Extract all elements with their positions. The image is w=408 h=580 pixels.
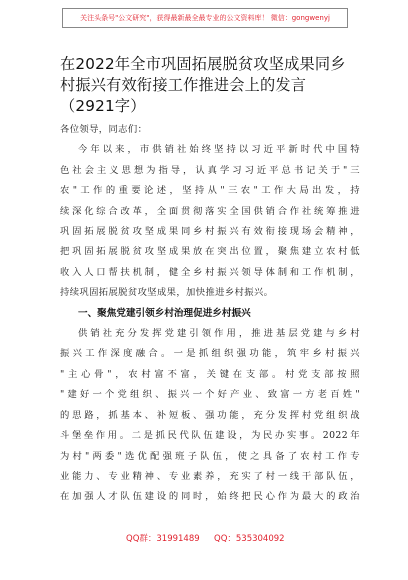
- text-line: 持续巩固拓展脱贫攻坚成果，加快推进乡村振兴。: [60, 287, 274, 299]
- document-body: [60, 120, 360, 508]
- text-line: 在加强人才队伍建设的同时，始终把民心作为最大的政治: [60, 491, 360, 503]
- text-line: "主心骨"，农村富不富，关键在支部。村党支部按照: [60, 368, 360, 380]
- text-line: 巩固拓展脱贫攻坚成果同乡村振兴有效衔接现场会精神，: [60, 226, 360, 238]
- text-line: 今年以来，市供销社始终坚持以习近平新时代中国特: [78, 144, 360, 156]
- text-line: 斗堡垒作用。二是抓民代队伍建设，为民办实事。2022年: [60, 430, 360, 442]
- document-title: [60, 54, 360, 117]
- text-line: 续深化综合改革，全面贯彻落实全国供销合作社统筹推进: [60, 205, 360, 217]
- text-line: 把巩固拓展脱贫攻坚成果放在突出位置，聚焦建立农村低: [60, 246, 360, 258]
- text-line: 的思路，抓基本、补短板、强功能，充分发挥村党组织战: [60, 409, 360, 421]
- text-line: 供销社充分发挥党建引领作用，推进基层党建与乡村: [78, 328, 360, 340]
- text-line: "建好一个党组织、振兴一个好产业、致富一方老百姓": [60, 389, 360, 401]
- qq-number: QQ：535304092: [214, 534, 285, 544]
- text-line: 农"工作的重要论述，坚持从"三农"工作大局出发，持: [60, 185, 360, 197]
- text-line: 色社会主义思想为指导，认真学习习近平总书记关于"三: [60, 164, 360, 176]
- title-line: 村振兴有效衔接工作推进会上的发言: [60, 76, 307, 94]
- paragraph-2: [60, 324, 360, 508]
- greeting: 各位领导，同志们：: [60, 124, 148, 135]
- text-line: 为村"两委"选优配强班子队伍，使之具备了农村工作专: [60, 450, 360, 462]
- section-heading: 一、聚焦党建引领乡村治理促进乡村振兴: [78, 307, 251, 319]
- text-line: 振兴工作深度融合。一是抓组织强功能，筑牢乡村振兴: [60, 348, 360, 360]
- header-banner: 关注头条号"公文研究"，获得最新最全最专业的公文资料库！ 微信：gongwenyj: [62, 8, 348, 28]
- text-line: 业能力、专业精神、专业素养，充实了村一线干部队伍，: [60, 470, 360, 482]
- text-line: 收入人口帮扶机制，健全乡村振兴领导体制和工作机制，: [60, 266, 360, 278]
- footer-contact: [0, 532, 408, 546]
- title-line: 在2022年全市巩固拓展脱贫攻坚成果同乡: [60, 55, 346, 73]
- qq-group-number: QQ群：31991489: [126, 534, 200, 544]
- paragraph-1: [60, 140, 360, 303]
- title-word-count: （2921字）: [60, 97, 146, 115]
